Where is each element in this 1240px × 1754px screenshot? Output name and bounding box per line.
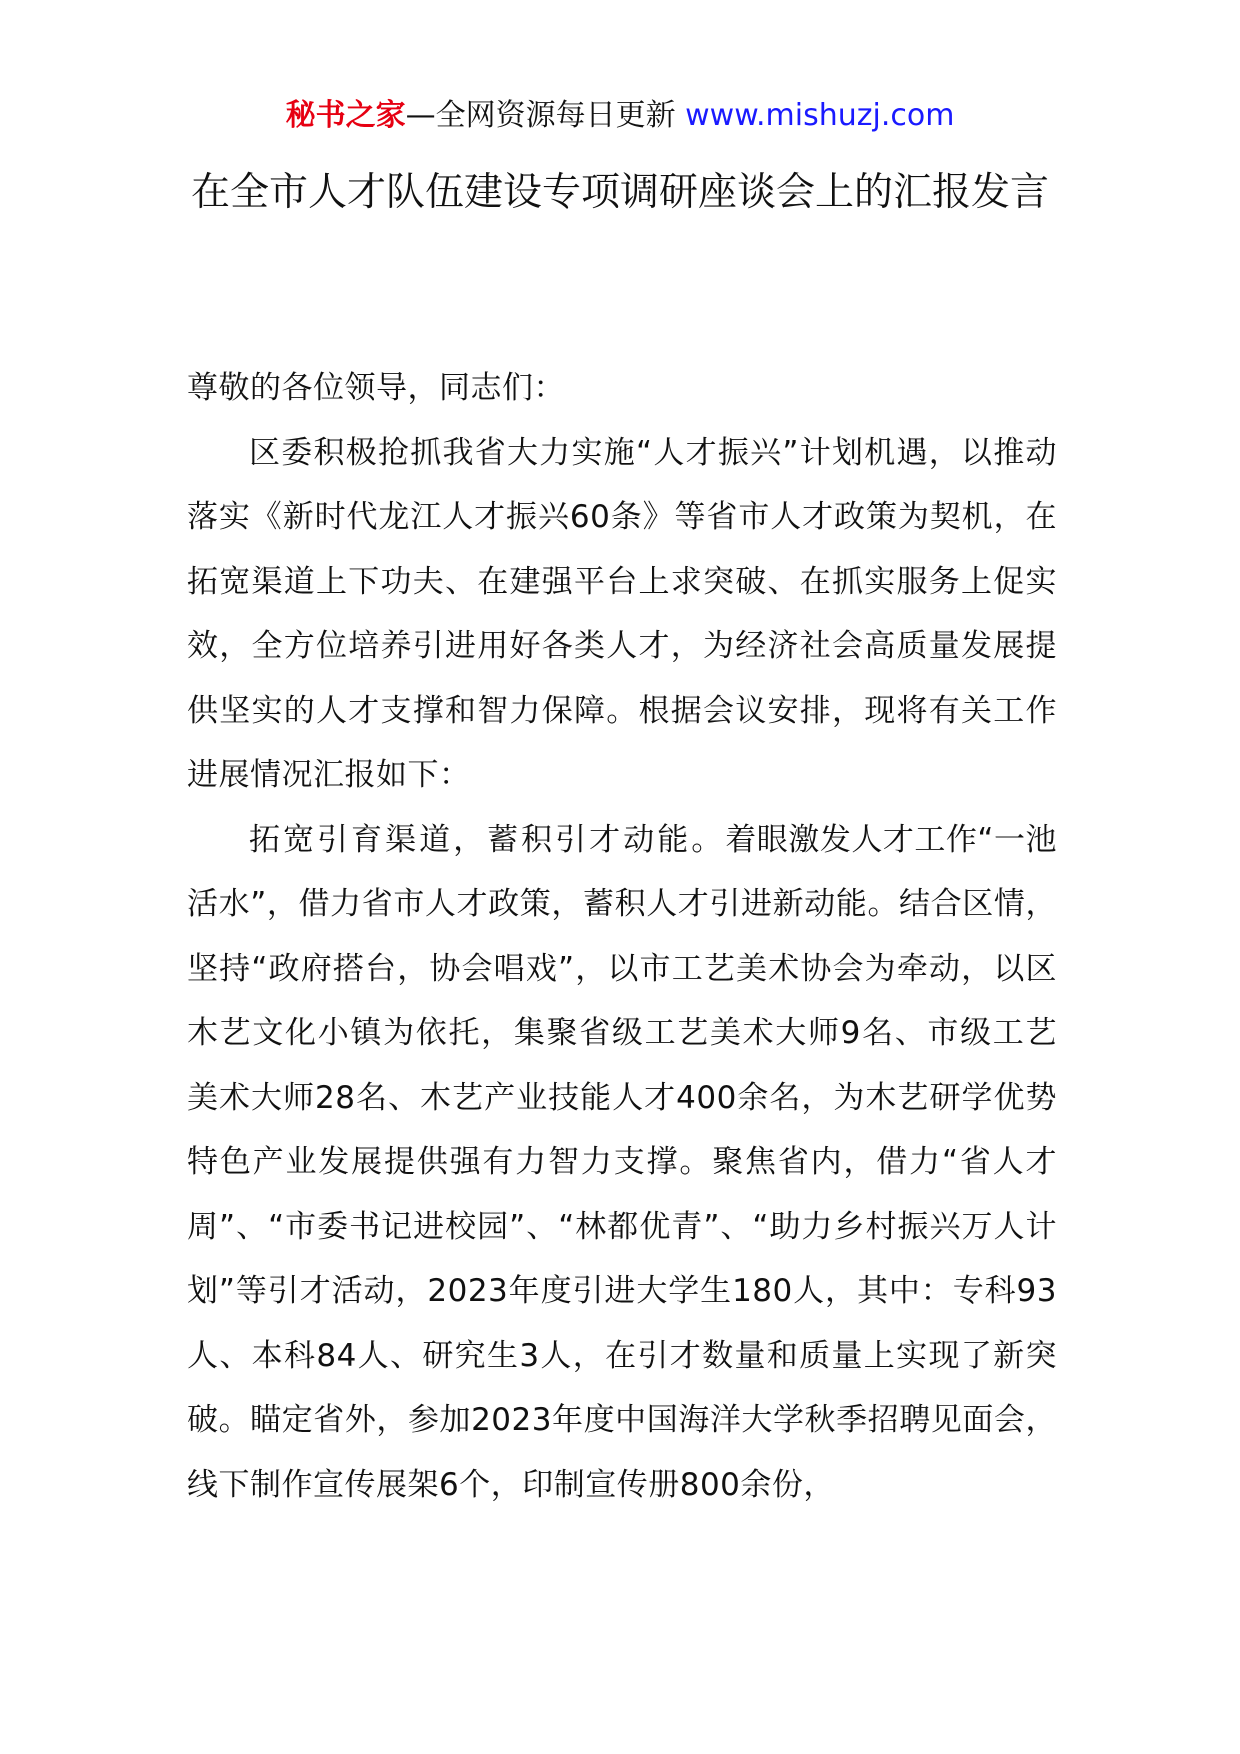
site-tagline: —全网资源每日更新	[405, 98, 676, 133]
document-title: 在全市人才队伍建设专项调研座谈会上的汇报发言	[190, 170, 1049, 215]
paragraph-1: 区委积极抢抓我省大力实施“人才振兴”计划机遇，以推动落实《新时代龙江人才振兴60条》等省市人才政策为契机，在拓宽渠道上下功夫、在建强平台上求突破、在抓实服务上促实效，全方位培养引进用好各类人才，为经济社会高质量发展提供坚实的人才支撑和智力保障。根据会议安排，现将有关工作进展情况汇报如下：	[187, 434, 1057, 793]
paragraph-2-text: 着眼激发人才工作“一池活水”，借力省市人才政策，蓄积人才引进新动能。结合区情，坚持“政府搭台，协会唱戏”，以市工艺美术协会为牵动，以区木艺文化小镇为依托，集聚省级工艺美术大师9名、市级工艺美术大师28名、木艺产业技能人才400余名，为木艺研学优势特色产业发展提供强有力智力支撑。聚焦省内，借力“省人才周”、“市委书记进校园”、“林都优青”、“助力乡村振兴万人计划”等引才活动，2023年度引进大学生180人，其中：专科93人、本科84人、研究生3人，在引才数量和质量上实现了新突破。瞄定省外，参加2023年度中国海洋大学秋季招聘见面会，线下制作宣传展架6个，印制宣传册800余份，	[187, 821, 1058, 1503]
salutation: 尊敬的各位领导，同志们：	[187, 370, 565, 406]
paragraph-2	[187, 808, 1057, 1518]
site-brand: 秘书之家	[285, 98, 406, 133]
site-url-link[interactable]: www.mishuzj.com	[685, 98, 955, 133]
document-body	[187, 356, 1057, 1517]
paragraph-2-lead: 拓宽引育渠道，蓄积引才动能。	[249, 821, 726, 858]
site-header	[0, 96, 1240, 136]
